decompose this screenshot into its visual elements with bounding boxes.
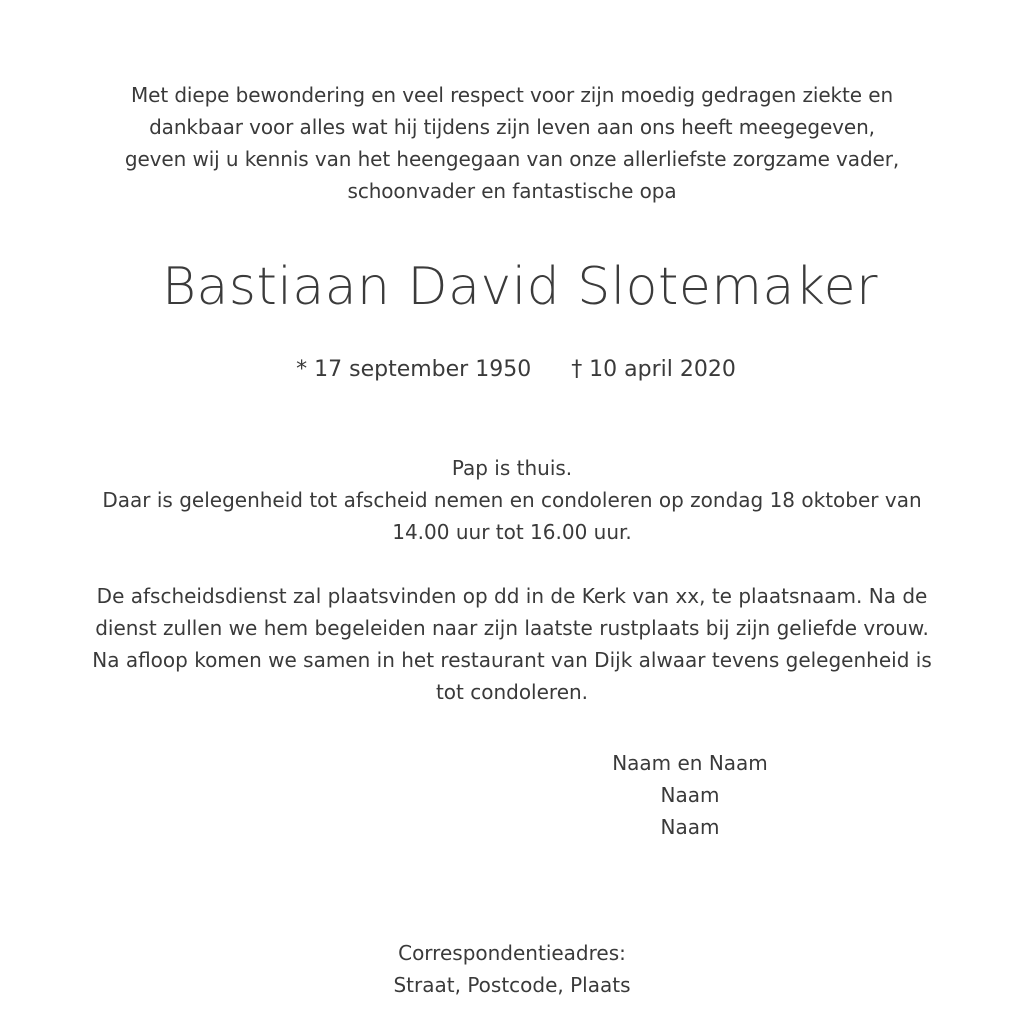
service-line: tot condoleren.	[435, 680, 589, 704]
service-paragraph	[0, 580, 1024, 708]
service-line: Na afloop komen we samen in het restaurant van Dijk alwaar tevens gelegenheid is	[92, 648, 932, 672]
intro-paragraph	[0, 79, 1024, 207]
service-line: De afscheidsdienst zal plaatsvinden op dd in de Kerk van xx, te plaatsnaam. Na de	[96, 584, 928, 608]
signatures	[590, 747, 790, 843]
birth-date: * 17 september 1950	[296, 357, 532, 382]
intro-line: schoonvader en fantastische opa	[347, 179, 677, 203]
correspondence-label: Correspondentieadres:	[398, 941, 626, 965]
correspondence-address-line: Straat, Postcode, Plaats	[393, 973, 631, 997]
intro-line: dankbaar voor alles wat hij tijdens zijn leven aan ons heeft meegegeven,	[149, 115, 875, 139]
intro-line: Met diepe bewondering en veel respect voor zijn moedig gedragen ziekte en	[130, 83, 894, 107]
announcement-line: Pap is thuis.	[451, 456, 573, 480]
life-dates	[4, 354, 1024, 386]
announcement-paragraph	[0, 452, 1024, 548]
announcement-line: Daar is gelegenheid tot afscheid nemen en condoleren op zondag 18 oktober van	[102, 488, 922, 512]
correspondence-address	[0, 937, 1024, 1001]
deceased-name: Bastiaan David Slotemaker	[161, 257, 879, 317]
announcement-line: 14.00 uur tot 16.00 uur.	[392, 520, 632, 544]
signature-line: Naam	[660, 783, 720, 807]
death-date: † 10 april 2020	[571, 357, 736, 382]
intro-line: geven wij u kennis van het heengegaan van onze allerliefste zorgzame vader,	[124, 147, 900, 171]
signature-line: Naam en Naam	[612, 751, 768, 775]
signature-line: Naam	[660, 815, 720, 839]
service-line: dienst zullen we hem begeleiden naar zijn laatste rustplaats bij zijn geliefde vrouw.	[95, 616, 929, 640]
